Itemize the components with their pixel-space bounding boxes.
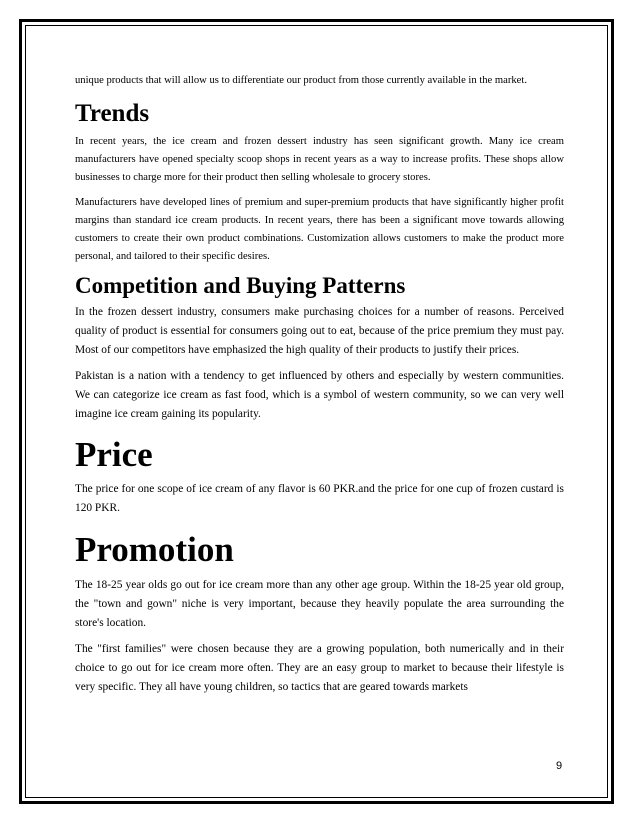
price-paragraph: The price for one scope of ice cream of any flavor is 60 PKR.and the price for one cup of frozen custard is 120 PKR. <box>75 483 564 515</box>
competition-paragraph-1: In the frozen dessert industry, consumers make purchasing choices for a number of reasons. Perceived quality of product is essential for consumers going out to eat, because of the price premium they must pay. Most of our competitors have emphasized the high quality of their products to justify their prices. <box>75 305 564 356</box>
promotion-paragraph-1: The 18-25 year olds go out for ice cream more than any other age group. Within the 18-25 year old group, the "town and gown" niche is very important, because they heavily populate the area surrounding the store's location. <box>75 578 564 629</box>
page-content <box>75 72 564 704</box>
trends-paragraph-1: In recent years, the ice cream and frozen dessert industry has seen significant growth. Many ice cream manufacturers have opened specialty scoop shops in recent years as a way to increase profits. These shops allow businesses to charge more for their product then selling wholesale to grocery stores. <box>75 135 564 183</box>
trends-paragraph-2: Manufacturers have developed lines of premium and super-premium products that have significantly higher profit margins than standard ice cream products. In recent years, there has been a significant move towards allowing customers to create their own product combinations. Customization allows customers to make the product more personal, and tailored to their specific desires. <box>75 196 564 262</box>
competition-paragraph-2: Pakistan is a nation with a tendency to get influenced by others and especially by western communities. We can categorize ice cream as fast food, which is a symbol of western community, so we can very well imagine ice cream gaining its popularity. <box>75 369 564 420</box>
intro-paragraph: unique products that will allow us to differentiate our product from those currently available in the market. <box>75 75 527 86</box>
page-number: 9 <box>556 760 563 772</box>
promotion-heading: Promotion <box>75 530 234 570</box>
price-heading: Price <box>75 434 153 474</box>
trends-heading: Trends <box>75 100 150 127</box>
competition-heading: Competition and Buying Patterns <box>75 272 406 298</box>
promotion-paragraph-2: The "first families" were chosen because they are a growing population, both numerically and in their choice to go out for ice cream more often. They are an easy group to market to because their lifestyle is very specific. They all have young children, so tactics that are geared towards markets <box>75 642 564 693</box>
